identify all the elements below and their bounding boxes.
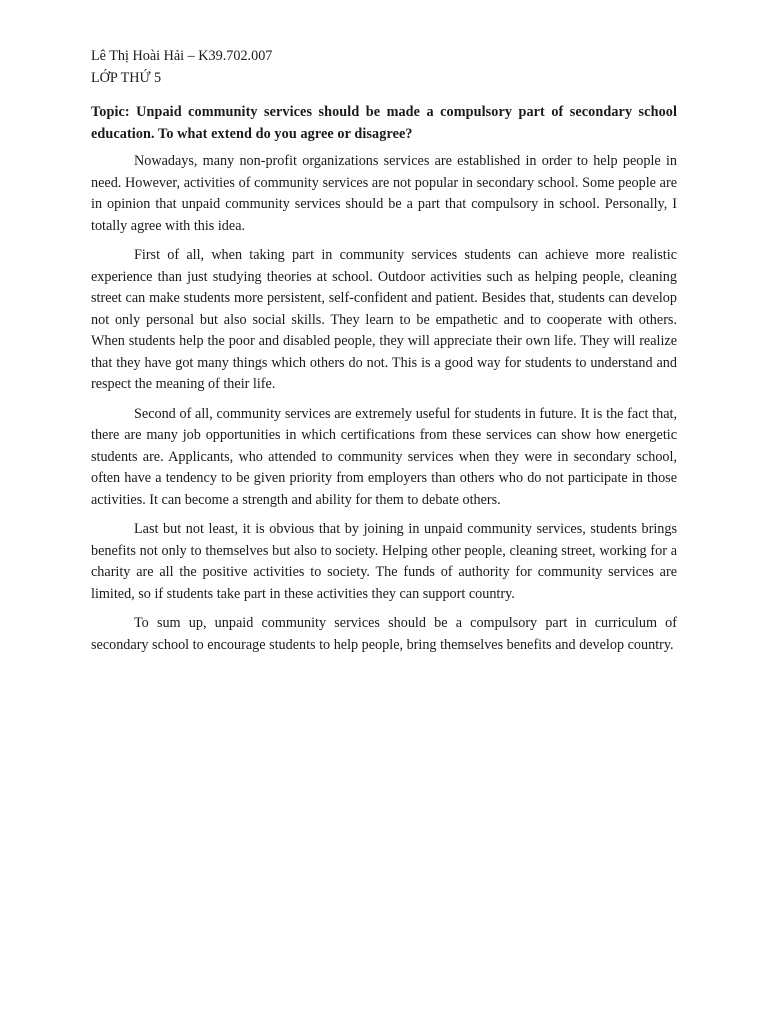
document-page	[91, 46, 677, 656]
author-line: Lê Thị Hoài Hải – K39.702.007	[91, 48, 273, 64]
paragraph-body-3: Last but not least, it is obvious that by joining in unpaid community services, students brings benefits not only to themselves but also to society. Helping other people, cleaning street, working for a charity are all the positive activities to society. The funds of authority for community services are limited, so if students take part in these activities they can support country.	[91, 521, 677, 602]
class-line: LỚP THỨ 5	[91, 69, 162, 86]
paragraph-body-1: First of all, when taking part in community services students can achieve more realistic experience than just studying theories at school. Outdoor activities such as helping people, cleaning street can make students more persistent, self-confident and patient. Besides that, students can develop not only personal but also social skills. They learn to be empathetic and to cooperate with others. When students help the poor and disabled people, they will appreciate their own life. They will realize that they have got many things which others do not. This is a good way for students to understand and respect the meaning of their life.	[91, 247, 677, 392]
essay-topic: Topic: Unpaid community services should be made a compulsory part of secondary school education. To what extend do you agree or disagree?	[91, 104, 677, 142]
paragraph-body-2: Second of all, community services are extremely useful for students in future. It is the fact that, there are many job opportunities in which certifications from these services can show how energetic students are. Applicants, who attended to community services when they were in secondary school, often have a tendency to be given priority from employers than others who do not participate in those activities. It can become a strength and ability for them to debate others.	[91, 405, 677, 508]
paragraph-introduction: Nowadays, many non-profit organizations services are established in order to help people in need. However, activities of community services are not popular in secondary school. Some people are in opinion that unpaid community services should be a part that compulsory in school. Personally, I totally agree with this idea.	[91, 153, 677, 234]
paragraph-conclusion: To sum up, unpaid community services should be a compulsory part in curriculum of secondary school to encourage students to help people, bring themselves benefits and develop country.	[91, 615, 677, 653]
